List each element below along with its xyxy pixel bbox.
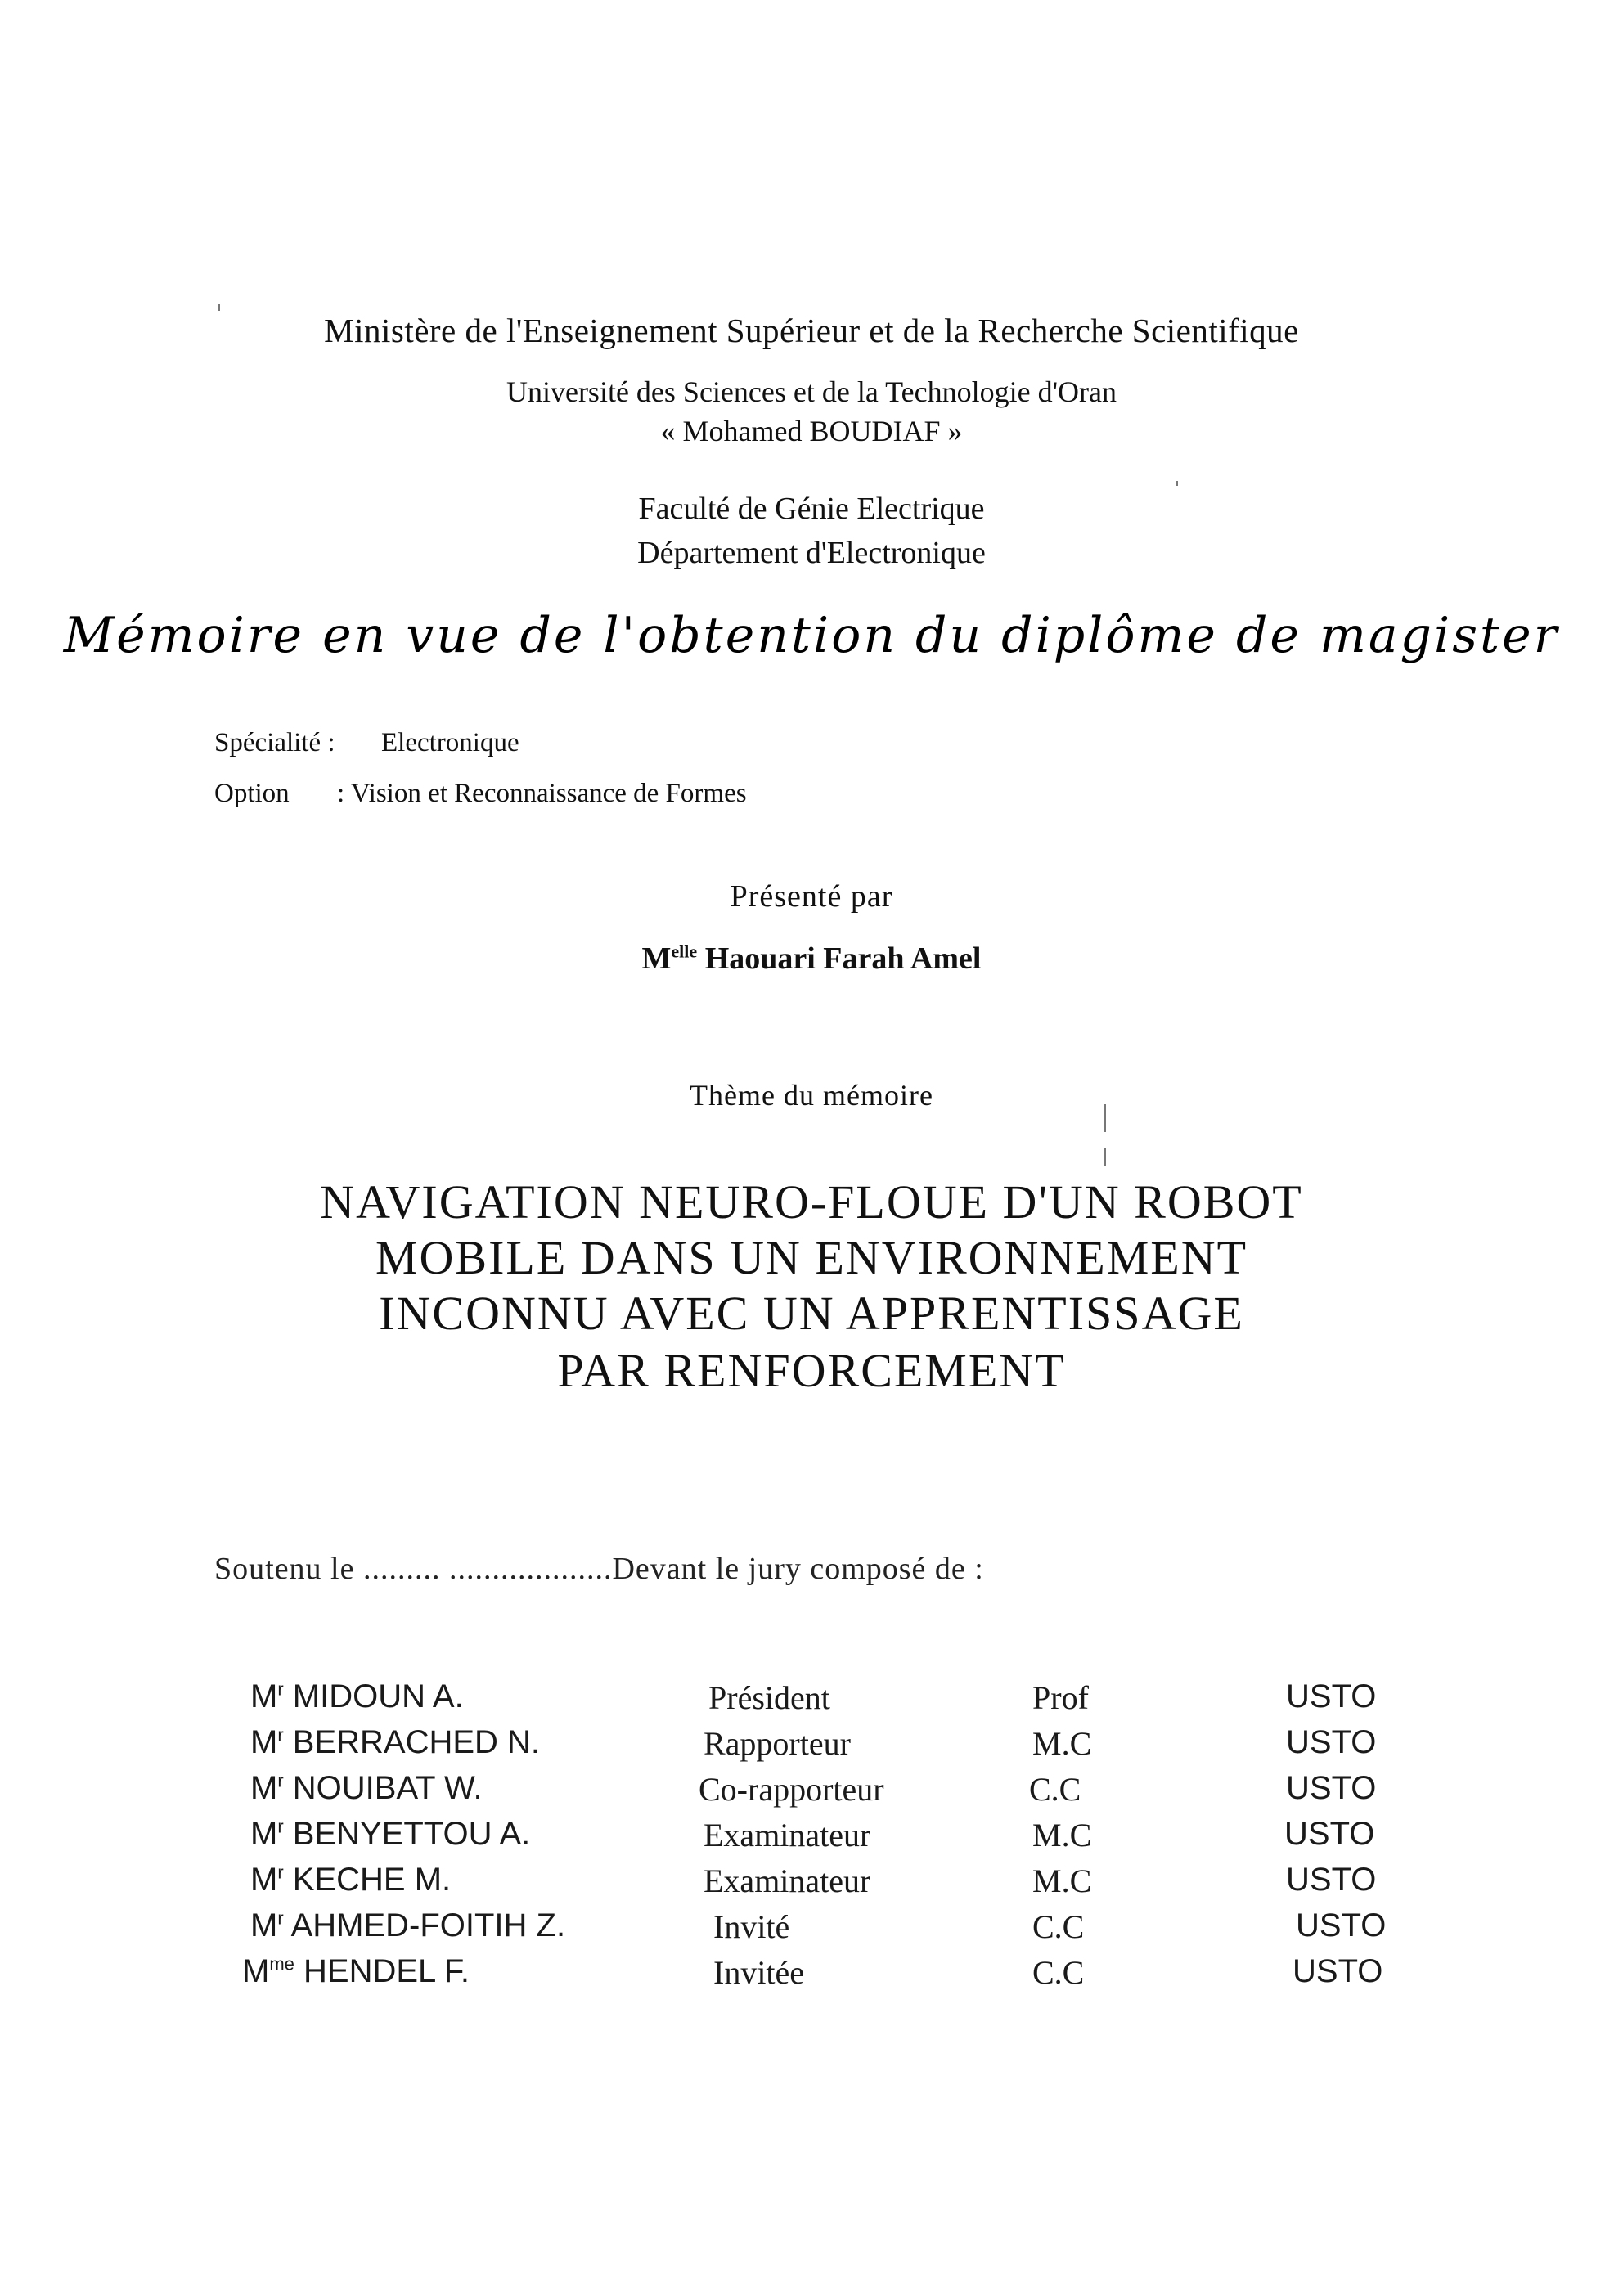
specialite-value: Electronique: [381, 728, 519, 757]
author-title-suffix: elle: [671, 941, 698, 962]
thesis-title-line: PAR RENFORCEMENT: [557, 1344, 1066, 1397]
jury-member-grade: M.C: [1032, 1725, 1092, 1762]
jury-member-name: $M^r$ MIDOUN A.: [250, 1678, 464, 1714]
ministry-heading: Ministère de l'Enseignement Supérieur et de la Recherche Scientifique: [324, 312, 1299, 349]
jury-member-institution: USTO: [1296, 1907, 1387, 1943]
jury-member-name: $M^r$ KECHE M.: [250, 1862, 452, 1898]
jury-member-institution: USTO: [1286, 1678, 1377, 1714]
author-name: [0, 941, 1623, 977]
university-name: Université des Sciences et de la Technologie d'Oran: [506, 375, 1117, 408]
jury-member-role: Invité: [713, 1908, 790, 1945]
jury-member-grade: M.C: [1032, 1817, 1092, 1853]
jury-member-role: Co-rapporteur: [699, 1771, 884, 1808]
thesis-title-line: NAVIGATION NEURO-FLOUE D'UN ROBOT: [320, 1175, 1303, 1229]
defense-line: Soutenu le ......... ...................Devant le jury composé de :: [214, 1552, 984, 1586]
thesis-title-line: INCONNU AVEC UN APPRENTISSAGE: [379, 1287, 1244, 1340]
jury-member-role: Examinateur: [704, 1817, 871, 1853]
jury-member-institution: USTO: [1286, 1770, 1377, 1806]
memoire-heading: Mémoire en vue de l'obtention du diplôme de magister: [63, 607, 1560, 664]
scan-speck: [218, 304, 220, 311]
presented-by-label: Présenté par: [730, 879, 893, 914]
jury-member-grade: C.C: [1032, 1954, 1085, 1991]
thesis-title-line: MOBILE DANS UN ENVIRONNEMENT: [375, 1231, 1248, 1284]
specialite-label: Spécialité :: [214, 728, 335, 757]
jury-member-name: $M^r$ BERRACHED N.: [250, 1724, 541, 1760]
theme-label: Thème du mémoire: [690, 1079, 933, 1112]
author-full-name: Haouari Farah Amel: [704, 941, 982, 976]
jury-member-institution: USTO: [1286, 1724, 1377, 1760]
jury-member-grade: M.C: [1032, 1862, 1092, 1899]
jury-member-role: Président: [708, 1679, 830, 1716]
option-label: Option: [214, 779, 290, 808]
scan-speck: [1176, 481, 1178, 486]
jury-member-role: Examinateur: [704, 1862, 871, 1899]
jury-member-institution: USTO: [1286, 1862, 1377, 1898]
jury-member-role: Rapporteur: [704, 1725, 851, 1762]
jury-member-name: $M^r$ BENYETTOU A.: [250, 1816, 531, 1852]
jury-member-grade: Prof: [1032, 1679, 1089, 1716]
jury-member-institution: USTO: [1293, 1953, 1383, 1989]
university-subtitle: « Mohamed BOUDIAF »: [660, 415, 963, 447]
jury-member-name: $M^r$ NOUIBAT W.: [250, 1770, 483, 1806]
scan-speck: [1104, 1148, 1106, 1166]
jury-member-institution: USTO: [1284, 1816, 1375, 1852]
jury-member-name: $M^{me}$ HENDEL F.: [242, 1953, 470, 1989]
author-title: M: [641, 941, 672, 976]
jury-member-name: $M^r$ AHMED-FOITIH Z.: [250, 1907, 566, 1943]
department-name: Département d'Electronique: [637, 536, 986, 570]
faculty-name: Faculté de Génie Electrique: [638, 492, 985, 526]
option-value: : Vision et Reconnaissance de Formes: [337, 779, 747, 808]
jury-member-role: Invitée: [713, 1954, 805, 1991]
jury-member-grade: C.C: [1029, 1771, 1081, 1808]
scan-speck: [1104, 1104, 1106, 1132]
jury-member-grade: C.C: [1032, 1908, 1085, 1945]
